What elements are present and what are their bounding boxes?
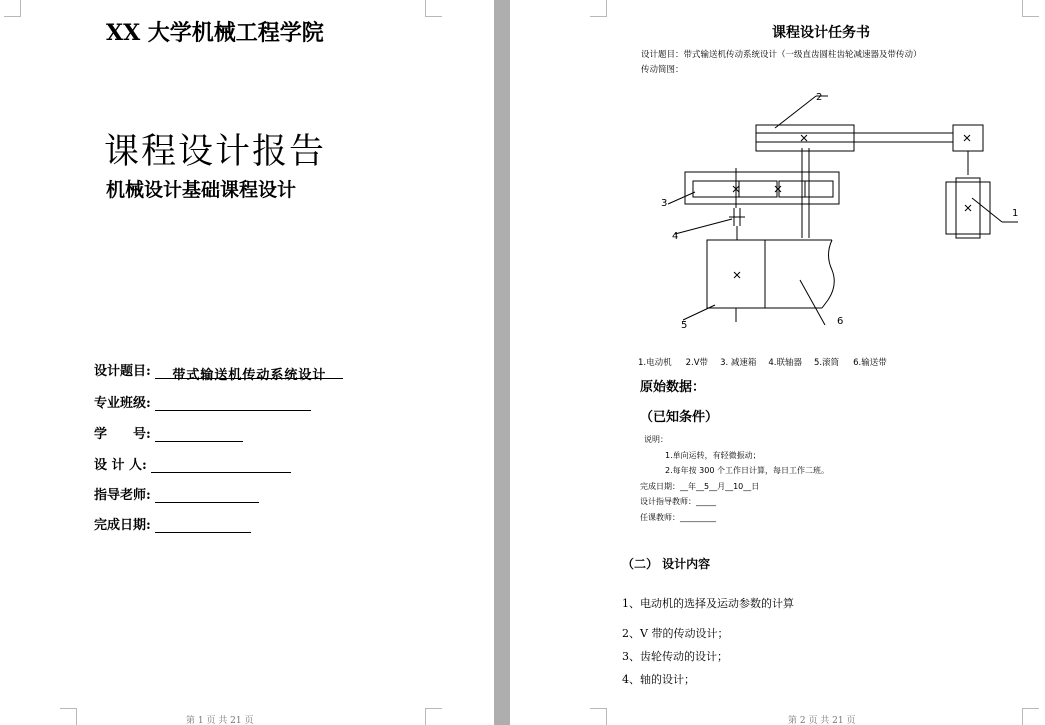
legend-item: 6.输送带: [853, 358, 887, 368]
field-value: [155, 427, 243, 442]
page-footer: 第 2 页 共 21 页: [788, 716, 856, 725]
crop-mark: [4, 0, 21, 17]
page-1: [0, 0, 494, 725]
design-content-heading: （二） 设计内容: [622, 557, 711, 571]
crop-mark: [60, 708, 77, 725]
field-value: [155, 488, 259, 503]
report-title: 课程设计报告: [104, 132, 327, 172]
diagram-number: 4: [672, 231, 679, 242]
field-label: 设 计 人:: [94, 458, 147, 473]
field-designer: [94, 454, 291, 473]
school-name: XX 大学机械工程学院: [106, 20, 324, 46]
note-item: 2.每年按 300 个工作日计算，每日工作二班。: [665, 466, 829, 475]
page-footer: 第 1 页 共 21 页: [186, 716, 254, 725]
note-item: 1.单向运转，有轻微振动；: [665, 451, 761, 460]
page-2: [510, 0, 1045, 725]
content-item: 3、齿轮传动的设计；: [622, 650, 728, 663]
field-value: [151, 458, 291, 473]
known-conditions-heading: （已知条件）: [640, 410, 719, 425]
content-item: 1、电动机的选择及运动参数的计算: [622, 597, 794, 610]
diagram-number: 1: [1012, 208, 1019, 219]
field-topic: [94, 360, 343, 383]
content-item: 2、V 带的传动设计；: [622, 627, 729, 640]
field-class: [94, 392, 311, 411]
report-subtitle: 机械设计基础课程设计: [106, 179, 297, 201]
field-label: 设计题目:: [94, 364, 151, 379]
diagram-number: 6: [837, 316, 844, 327]
legend-item: 2.V带: [685, 358, 709, 368]
field-date: [94, 514, 251, 533]
crop-mark: [590, 708, 607, 725]
diagram-number: 3: [661, 198, 668, 209]
raw-data-heading: 原始数据：: [640, 380, 706, 395]
field-advisor: [94, 484, 259, 503]
field-value: [155, 518, 251, 533]
teacher-line: 任课教师：_________: [640, 513, 716, 522]
transmission-diagram: [510, 0, 1045, 360]
legend-item: 4.联轴器: [768, 358, 802, 368]
legend-item: 1.电动机: [638, 358, 672, 368]
field-student-id: [94, 423, 243, 442]
diagram-number: 5: [681, 320, 688, 331]
diagram-legend: [638, 356, 887, 368]
field-label: 学 号:: [94, 427, 151, 442]
diagram-label: 传动简图：: [641, 65, 684, 75]
content-item: 4、轴的设计；: [622, 673, 695, 686]
field-value: 带式输送机传动系统设计: [155, 364, 343, 379]
field-label: 完成日期:: [94, 518, 151, 533]
field-label: 专业班级:: [94, 396, 151, 411]
field-value: [155, 396, 311, 411]
task-title: 课程设计任务书: [772, 25, 870, 41]
advisor-line: 设计指导教师：_____: [640, 497, 716, 506]
crop-mark: [425, 708, 442, 725]
legend-item: 5.滚筒: [814, 358, 840, 368]
task-topic: 设计题目：带式输送机传动系统设计（一级直齿圆柱齿轮减速器及带传动）: [641, 50, 922, 60]
completion-date: 完成日期：__年__5__月__10__日: [640, 482, 760, 491]
note-label: 说明：: [644, 435, 668, 444]
crop-mark: [1022, 708, 1039, 725]
field-label: 指导老师:: [94, 488, 151, 503]
legend-item: 3. 减速箱: [720, 358, 757, 368]
diagram-number: 2: [816, 92, 823, 103]
crop-mark: [425, 0, 442, 17]
